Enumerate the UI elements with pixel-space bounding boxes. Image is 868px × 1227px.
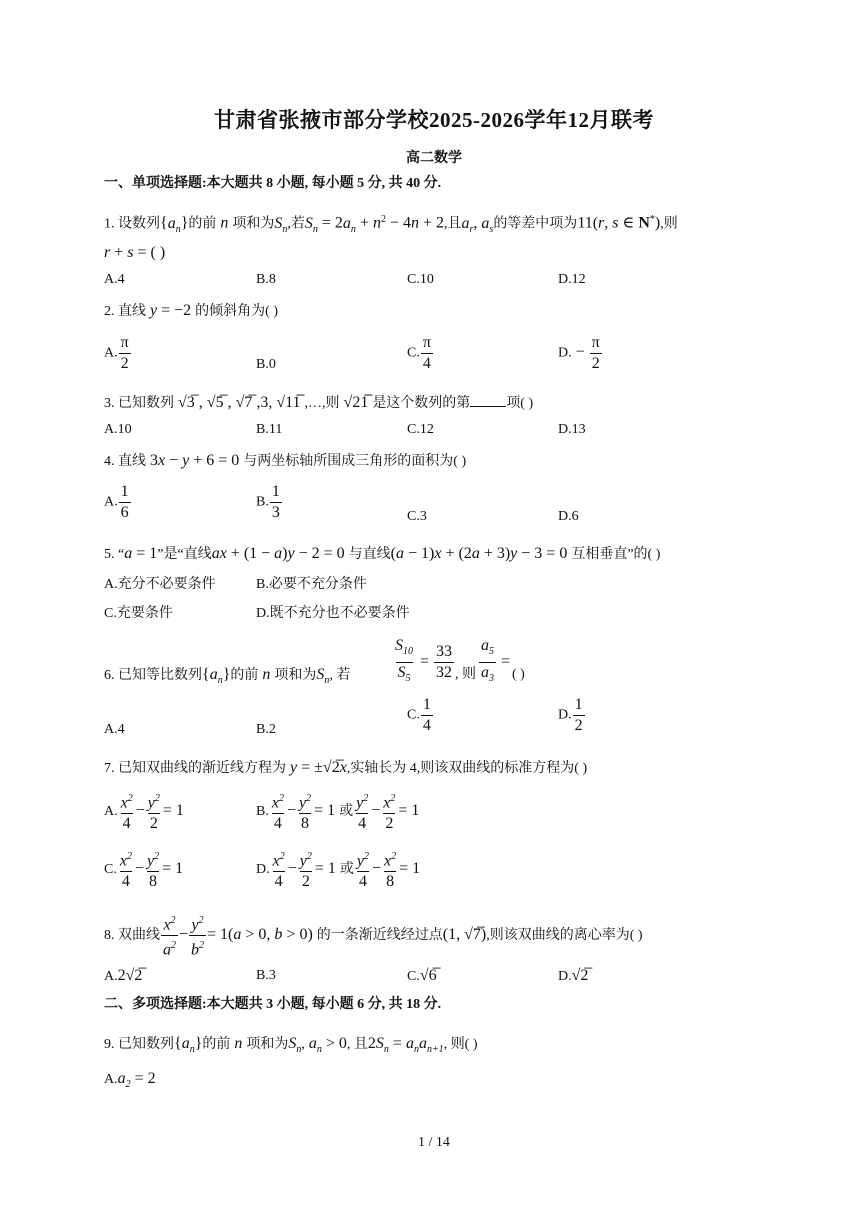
q5-option-a: A.充分不必要条件	[104, 577, 216, 592]
q4-option-c: C.3	[407, 509, 427, 524]
question-4-text: 4. 直线	[104, 454, 146, 469]
page-number: 1 / 14	[418, 1135, 450, 1150]
q2-option-c: C. $\frac{\pi}{4}$	[407, 334, 431, 372]
q1-option-c: C.10	[407, 272, 434, 287]
q8-option-d: D.√2̅	[558, 967, 589, 984]
q8-option-b: B.3	[256, 968, 276, 983]
q8-option-a-label: A.	[104, 969, 118, 984]
question-6: 6. 已知等比数列$\{a_n\}$的前 n 项和为$S_n$, 若	[104, 666, 351, 687]
section-heading-multi-choice: 二、多项选择题:本大题共 3 小题, 每小题 6 分, 共 18 分.	[104, 997, 442, 1012]
q7-option-c-label: C.	[104, 861, 117, 877]
q7-option-b-label: B.	[256, 803, 269, 819]
exam-title: 甘肃省张掖市部分学校2025-2026学年12月联考	[214, 108, 654, 132]
q4-option-b-label: B.	[256, 494, 269, 510]
q9-option-a-label: A.	[104, 1072, 118, 1087]
q8-option-c-label: C.	[407, 969, 420, 984]
q7-option-a: A. $\frac{x^2}{4}$ − $\frac{y^2}{2}$ = 1	[104, 793, 184, 833]
q2-option-d-label: D.	[558, 345, 572, 361]
question-1-text: 1. 设数列	[104, 216, 160, 232]
question-9-text-6: , 则( )	[443, 1037, 478, 1052]
q9-option-a: $A.a_2 = 2$	[104, 1070, 156, 1091]
q8-option-a: A.2√2̅	[104, 967, 143, 984]
q1-option-b: B.8	[256, 272, 276, 287]
question-3: 3. 已知数列 √3̅ , √5̅ , √7̅ ,3, √11̅̅ ,…,则 √21̅̅ 是这个数列的第 项( )	[104, 394, 534, 411]
question-9-text: 9. 已知数列	[104, 1037, 174, 1052]
question-3-text-4: 项( )	[506, 396, 534, 411]
question-6-ratio-given: $\frac{S_{10}}{S_5}$ = $\frac{33}{32}$	[392, 637, 455, 688]
q6-option-a: A.4	[104, 722, 125, 737]
or-label: 或	[339, 803, 354, 819]
question-1-line-1: 1. 设数列$\{a_n\}$的前 n 项和为$S_n$,若$S_n = 2a_n + n^2 - 4n + 2$,且$a_r$, $a_s$的等差中项为11(r, s ∈ N*),则	[104, 214, 678, 235]
question-7: 7. 已知双曲线的渐近线方程为 y = ±√2̅x,实轴长为 4,则该双曲线的标准方程为( )	[104, 759, 588, 776]
q4-option-a-label: A.	[104, 494, 118, 510]
question-2-text: 2. 直线	[104, 304, 146, 319]
q2-option-b: B.0	[256, 357, 276, 372]
question-5-text: 5. “	[104, 547, 125, 562]
question-6-ratio-asked: $\frac{a_5}{a_3}$ =	[478, 637, 510, 688]
question-3-text-2: ,…,则	[304, 396, 340, 411]
question-1-text-2: 的前	[188, 216, 217, 232]
question-9-text-3: 项和为	[246, 1037, 289, 1052]
q2-option-c-label: C.	[407, 345, 420, 361]
question-5-text-2: ”是“直线	[157, 547, 212, 562]
question-8-text-3: ,则该双曲线的离心率为( )	[486, 928, 643, 944]
question-7-text: 7. 已知双曲线的渐近线方程为	[104, 761, 286, 776]
answer-blank	[470, 392, 506, 407]
question-5-text-4: 互相垂直”的( )	[571, 547, 661, 562]
q3-option-d: D.13	[558, 422, 586, 437]
q2-option-d: D. − $\frac{\pi}{2}$	[558, 334, 600, 372]
q1-option-d: D.12	[558, 272, 586, 287]
section-heading-single-choice: 一、单项选择题:本大题共 8 小题, 每小题 5 分, 共 40 分.	[104, 176, 442, 191]
question-5: 5. “a = 1”是“直线ax + (1 − a)y − 2 = 0 与直线(a − 1)x + (2a + 3)y − 3 = 0 互相垂直”的( )	[104, 545, 661, 562]
question-7-text-2: ,实轴长为 4,则该双曲线的标准方程为( )	[346, 761, 588, 776]
question-1-text-6: 的等差中项为	[493, 216, 578, 232]
question-1-text-5: ,且	[444, 216, 462, 232]
question-2-text-2: 的倾斜角为( )	[195, 304, 278, 319]
question-8-text: 8. 双曲线	[104, 928, 160, 944]
q6-option-c-label: C.	[407, 707, 420, 723]
question-6-text-2: 的前	[230, 668, 259, 683]
question-6-text: 6. 已知等比数列	[104, 668, 202, 683]
question-8-text-2: 的一条渐近线经过点	[316, 928, 443, 944]
question-6-text-3: 项和为	[274, 668, 317, 683]
q3-option-b: B.11	[256, 422, 283, 437]
q7-option-d: D. $\frac{x^2}{4}$ − $\frac{y^2}{2}$ = 1 或 $\frac{y^2}{4}$ − $\frac{x^2}{8}$ = 1	[256, 851, 421, 891]
question-6-text-4: , 若	[329, 668, 351, 683]
question-3-text: 3. 已知数列	[104, 396, 174, 411]
question-6-paren: ( )	[512, 667, 525, 682]
q5-option-c: C.充要条件	[104, 606, 173, 621]
question-1-text-7: ,则	[660, 216, 678, 232]
q8-option-c: C.√6̅	[407, 967, 437, 984]
q2-option-a: A. $\frac{\pi}{2}$	[104, 334, 129, 372]
q6-option-d-label: D.	[558, 707, 572, 723]
q6-option-b: B.2	[256, 722, 276, 737]
exam-subtitle: 高二数学	[406, 151, 462, 166]
question-3-text-3: 是这个数列的第	[372, 396, 471, 411]
q6-option-c: C. $\frac{1}{4}$	[407, 696, 431, 734]
q6-option-d: D. $\frac{1}{2}$	[558, 696, 583, 734]
q7-option-b: B. $\frac{x^2}{4}$ − $\frac{y^2}{8}$ = 1 或 $\frac{y^2}{4}$ − $\frac{x^2}{2}$ = 1	[256, 793, 420, 833]
question-4: 4. 直线 3x − y + 6 = 0 与两坐标轴所围成三角形的面积为( )	[104, 452, 467, 469]
q4-option-a: A. $\frac{1}{6}$	[104, 483, 129, 521]
question-8: 8. 双曲线 $\frac{x^2}{a^2}$ − $\frac{y^2}{b^2}$ = 1(a > 0, b > 0) 的一条渐近线经过点(1, √7̅),则该双曲线的离心率为( )	[104, 915, 643, 959]
question-9: 9. 已知数列$\{a_n\}$的前 n 项和为$S_n$, $a_n > 0$, 且$2S_n = a_na_{n+1}$, 则( )	[104, 1035, 478, 1056]
q4-option-d: D.6	[558, 509, 579, 524]
question-1-text-3: 项和为	[232, 216, 275, 232]
q7-option-c: C. $\frac{x^2}{4}$ − $\frac{y^2}{8}$ = 1	[104, 851, 184, 891]
q5-option-d: D.既不充分也不必要条件	[256, 606, 410, 621]
question-6-then: , 则	[455, 667, 476, 682]
question-1-text-4: ,若	[287, 216, 305, 232]
question-1-line-2: r + s = ( )	[104, 244, 166, 261]
question-5-text-3: 与直线	[348, 547, 391, 562]
q1-option-a: A.4	[104, 272, 125, 287]
q3-option-c: C.12	[407, 422, 434, 437]
question-9-text-4: ,	[301, 1037, 305, 1052]
question-4-text-2: 与两坐标轴所围成三角形的面积为( )	[243, 454, 467, 469]
q4-option-b: B. $\frac{1}{3}$	[256, 483, 280, 521]
question-2: 2. 直线 y = −2 的倾斜角为( )	[104, 302, 278, 319]
question-9-text-5: , 且	[346, 1037, 368, 1052]
question-9-text-2: 的前	[202, 1037, 231, 1052]
q7-option-d-label: D.	[256, 861, 270, 877]
q5-option-b: B.必要不充分条件	[256, 577, 367, 592]
or-label: 或	[339, 861, 354, 877]
q7-option-a-label: A.	[104, 803, 118, 819]
q3-option-a: A.10	[104, 422, 132, 437]
q8-option-d-label: D.	[558, 969, 572, 984]
q2-option-a-label: A.	[104, 345, 118, 361]
